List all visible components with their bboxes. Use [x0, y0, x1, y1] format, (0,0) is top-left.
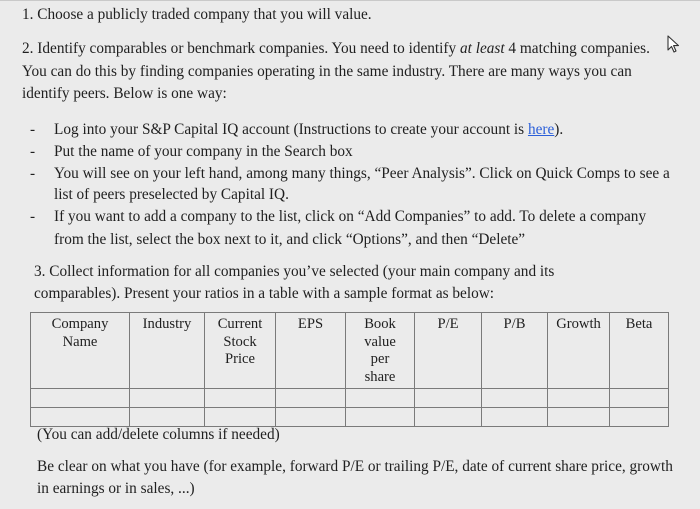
header-line: Industry: [142, 316, 192, 332]
header-line: Company: [51, 316, 109, 332]
table-cell: [205, 389, 276, 408]
table-cell: [548, 408, 610, 427]
col-company-name: [31, 313, 130, 389]
header-line: share: [364, 368, 396, 385]
table-cell: [31, 408, 130, 427]
top-divider: [0, 0, 700, 1]
table-cell: [276, 408, 346, 427]
instruction-2-emphasis: at least: [459, 40, 505, 57]
header-line: P/E: [437, 316, 459, 332]
list-item-text: Put the name of your company in the Search box: [54, 143, 353, 160]
list-item-text: Log into your S&P Capital IQ account (Instructions to create your account is: [54, 121, 528, 138]
col-current-stock-price: [205, 313, 276, 389]
table-cell: [415, 389, 482, 408]
list-item-text: You will see on your left hand, among many things, “Peer Analysis”. Click on Quick Comps to see a list of peers preselected by Capital IQ.: [54, 165, 670, 203]
table-cell: [346, 389, 415, 408]
table-cell: [346, 408, 415, 427]
table-cell: [130, 389, 205, 408]
col-beta: [610, 313, 669, 389]
table-cell: [415, 408, 482, 427]
table-note: (You can add/delete columns if needed): [37, 426, 280, 443]
table-cell: [482, 408, 548, 427]
table-header-row: [31, 313, 669, 389]
header-line: Beta: [625, 316, 653, 332]
table-cell: [130, 408, 205, 427]
header-line: value: [364, 333, 396, 350]
instruction-1: 1. Choose a publicly traded company that you will value.: [22, 6, 372, 23]
bullet-dash: -: [30, 143, 36, 160]
bullet-dash: -: [30, 165, 36, 182]
col-growth: [548, 313, 610, 389]
bullet-dash: -: [30, 208, 36, 225]
table-cell: [548, 389, 610, 408]
table-cell: [276, 389, 346, 408]
header-line: Stock: [223, 333, 257, 350]
cursor-arrow-icon: [666, 35, 682, 55]
sample-ratio-table: [30, 312, 669, 427]
steps-list: [30, 119, 670, 251]
header-line: P/B: [503, 316, 526, 332]
list-item: [30, 141, 670, 163]
table-row: [31, 389, 669, 408]
header-line: Name: [62, 333, 98, 350]
col-pe: [415, 313, 482, 389]
instruction-2: [22, 38, 662, 106]
col-book-value-per-share: [346, 313, 415, 389]
header-line: Current: [217, 316, 263, 332]
instruction-2-text-end: 4 matching companies. You can do this by finding companies operating in the same industry. There are many ways you can identify peers. Below is one way:: [22, 40, 650, 102]
table-row: [31, 408, 669, 427]
table-cell: [482, 389, 548, 408]
table-cell: [610, 408, 669, 427]
header-line: Price: [225, 351, 255, 367]
table-cell: [205, 408, 276, 427]
list-item: [30, 163, 670, 205]
col-pb: [482, 313, 548, 389]
header-line: Book: [364, 316, 396, 332]
instruction-3: 3. Collect information for all companies you’ve selected (your main company and its comparables). Present your ratios in a table with a sample format as below:: [34, 263, 555, 302]
here-link[interactable]: here: [527, 121, 555, 138]
col-industry: [130, 313, 205, 389]
header-line: EPS: [297, 316, 324, 332]
table-cell: [610, 389, 669, 408]
header-line: Growth: [556, 316, 601, 332]
bullet-dash: -: [30, 121, 36, 138]
list-item-text-end: ).: [554, 121, 564, 138]
instruction-2-text: 2. Identify comparables or benchmark companies. You need to identify: [22, 40, 460, 57]
col-eps: [276, 313, 346, 389]
list-item-text: If you want to add a company to the list, click on “Add Companies” to add. To delete a company from the list, select the box next to it, and click “Options”, and then “Delete”: [54, 208, 647, 248]
list-item: [30, 119, 670, 141]
header-line: per: [370, 351, 390, 367]
list-item: [30, 205, 670, 251]
table-cell: [31, 389, 130, 408]
closing-instruction: Be clear on what you have (for example, forward P/E or trailing P/E, date of current share price, growth in earnings or in sales, ...): [37, 458, 673, 497]
